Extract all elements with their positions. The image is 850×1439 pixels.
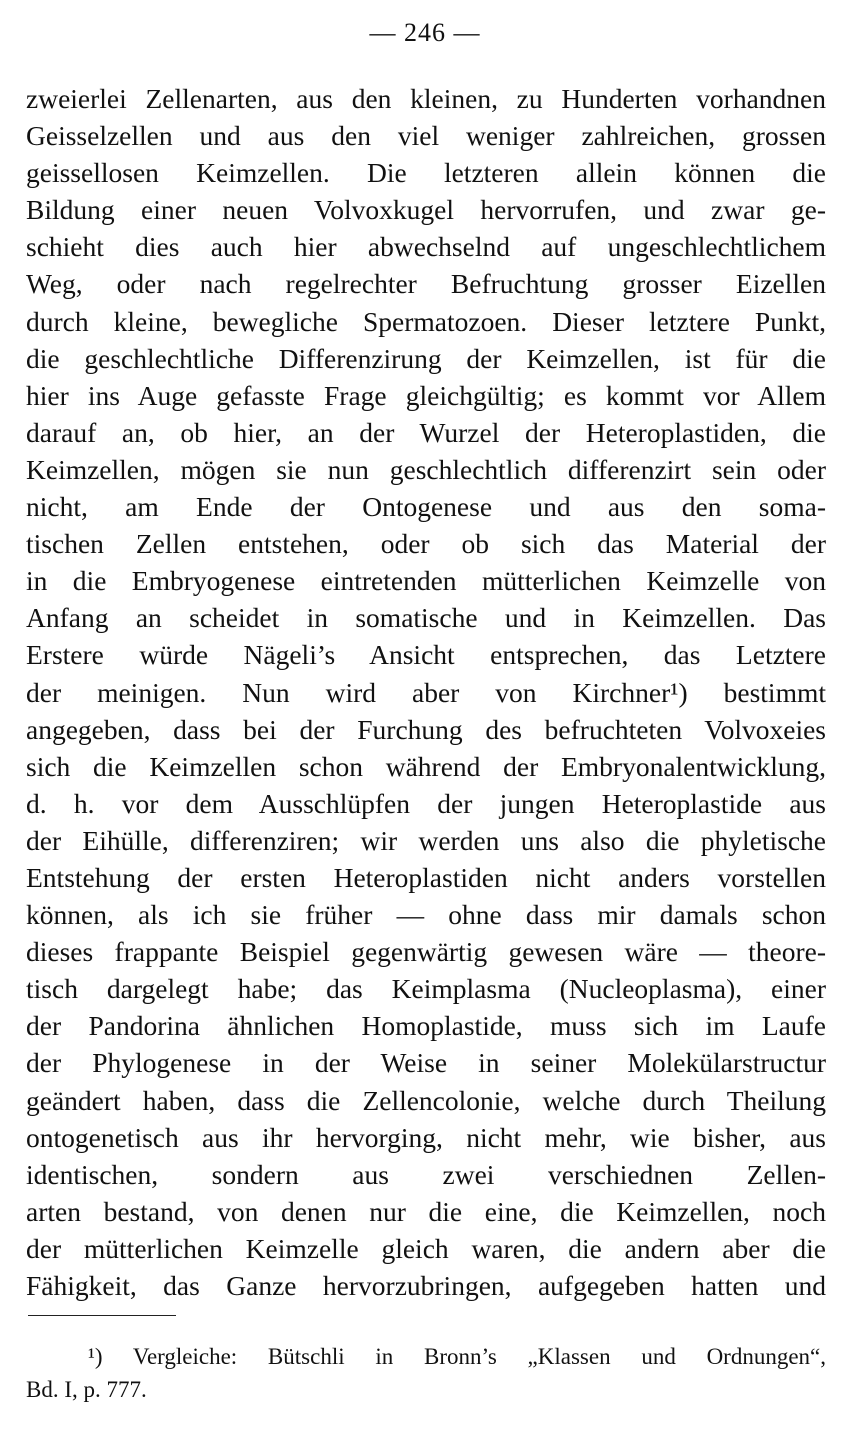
text-line: nicht, am Ende der Ontogenese und aus den soma- — [26, 491, 826, 523]
text-line: hier ins Auge gefasste Frage gleichgültig; es kommt vor Allem — [26, 379, 826, 411]
text-line: Fähigkeit, das Ganze hervorzubringen, aufgegeben hatten und — [26, 1270, 826, 1301]
text-line: schieht dies auch hier abwechselnd auf ungeschlechtlichem — [26, 231, 826, 263]
text-line: ontogenetisch aus ihr hervorging, nicht mehr, wie bisher, aus — [26, 1121, 826, 1153]
text-line: geändert haben, dass die Zellencolonie, welche durch Theilung — [26, 1084, 826, 1116]
text-line: d. h. vor dem Ausschlüpfen der jungen Heteroplastide aus — [26, 787, 826, 819]
text-line: arten bestand, von denen nur die eine, die Keimzellen, noch — [26, 1195, 826, 1227]
footnote — [26, 1340, 826, 1406]
text-line: tischen Zellen entstehen, oder ob sich das Material der — [26, 528, 826, 560]
text-line: Entstehung der ersten Heteroplastiden nicht anders vorstellen — [26, 861, 826, 893]
page-number: — 246 — — [369, 18, 481, 47]
text-line: geissellosen Keimzellen. Die letzteren allein können die — [26, 157, 826, 189]
body-text — [26, 80, 826, 1304]
text-line: tisch dargelegt habe; das Keimplasma (Nucleoplasma), einer — [26, 973, 826, 1005]
text-line: zweierlei Zellenarten, aus den kleinen, zu Hunderten vorhandnen — [26, 83, 826, 114]
text-line: der Phylogenese in der Weise in seiner Molekülarstructur — [26, 1047, 826, 1079]
text-line: können, als ich sie früher — ohne dass mir damals schon — [26, 899, 826, 931]
text-line: sich die Keimzellen schon während der Embryonalentwicklung, — [26, 750, 826, 782]
text-line: angegeben, dass bei der Furchung des befruchteten Volvoxeies — [26, 713, 826, 745]
text-line: Geisselzellen und aus den viel weniger zahlreichen, grossen — [26, 120, 826, 152]
text-line: identischen, sondern aus zwei verschiednen Zellen- — [26, 1158, 826, 1190]
text-line: darauf an, ob hier, an der Wurzel der Heteroplastiden, die — [26, 416, 826, 448]
footnote-divider — [28, 1315, 176, 1316]
text-line: Keimzellen, mögen sie nun geschlechtlich differenzirt sein oder — [26, 453, 826, 485]
text-line: Weg, oder nach regelrechter Befruchtung grosser Eizellen — [26, 268, 826, 300]
text-line: Anfang an scheidet in somatische und in Keimzellen. Das — [26, 602, 826, 634]
text-line: die geschlechtliche Differenzirung der Keimzellen, ist für die — [26, 342, 826, 374]
text-line: dieses frappante Beispiel gegenwärtig gewesen wäre — theore- — [26, 936, 826, 968]
text-line: der meinigen. Nun wird aber von Kirchner¹) bestimmt — [26, 676, 826, 708]
text-line: Bildung einer neuen Volvoxkugel hervorrufen, und zwar ge- — [26, 194, 826, 226]
text-line: durch kleine, bewegliche Spermatozoen. Dieser letztere Punkt, — [26, 305, 826, 337]
text-line: in die Embryogenese eintretenden mütterlichen Keimzelle von — [26, 565, 826, 597]
text-line: der Eihülle, differenziren; wir werden uns also die phyletische — [26, 824, 826, 856]
footnote-line: ¹) Vergleiche: Bütschli in Bronn’s „Klassen und Ordnungen“, — [88, 1344, 826, 1369]
text-line: Erstere würde Nägeli’s Ansicht entsprechen, das Letztere — [26, 639, 826, 671]
footnote-line: Bd. I, p. 777. — [26, 1377, 147, 1402]
text-line: der Pandorina ähnlichen Homoplastide, muss sich im Laufe — [26, 1010, 826, 1042]
text-line: der mütterlichen Keimzelle gleich waren, die andern aber die — [26, 1232, 826, 1264]
